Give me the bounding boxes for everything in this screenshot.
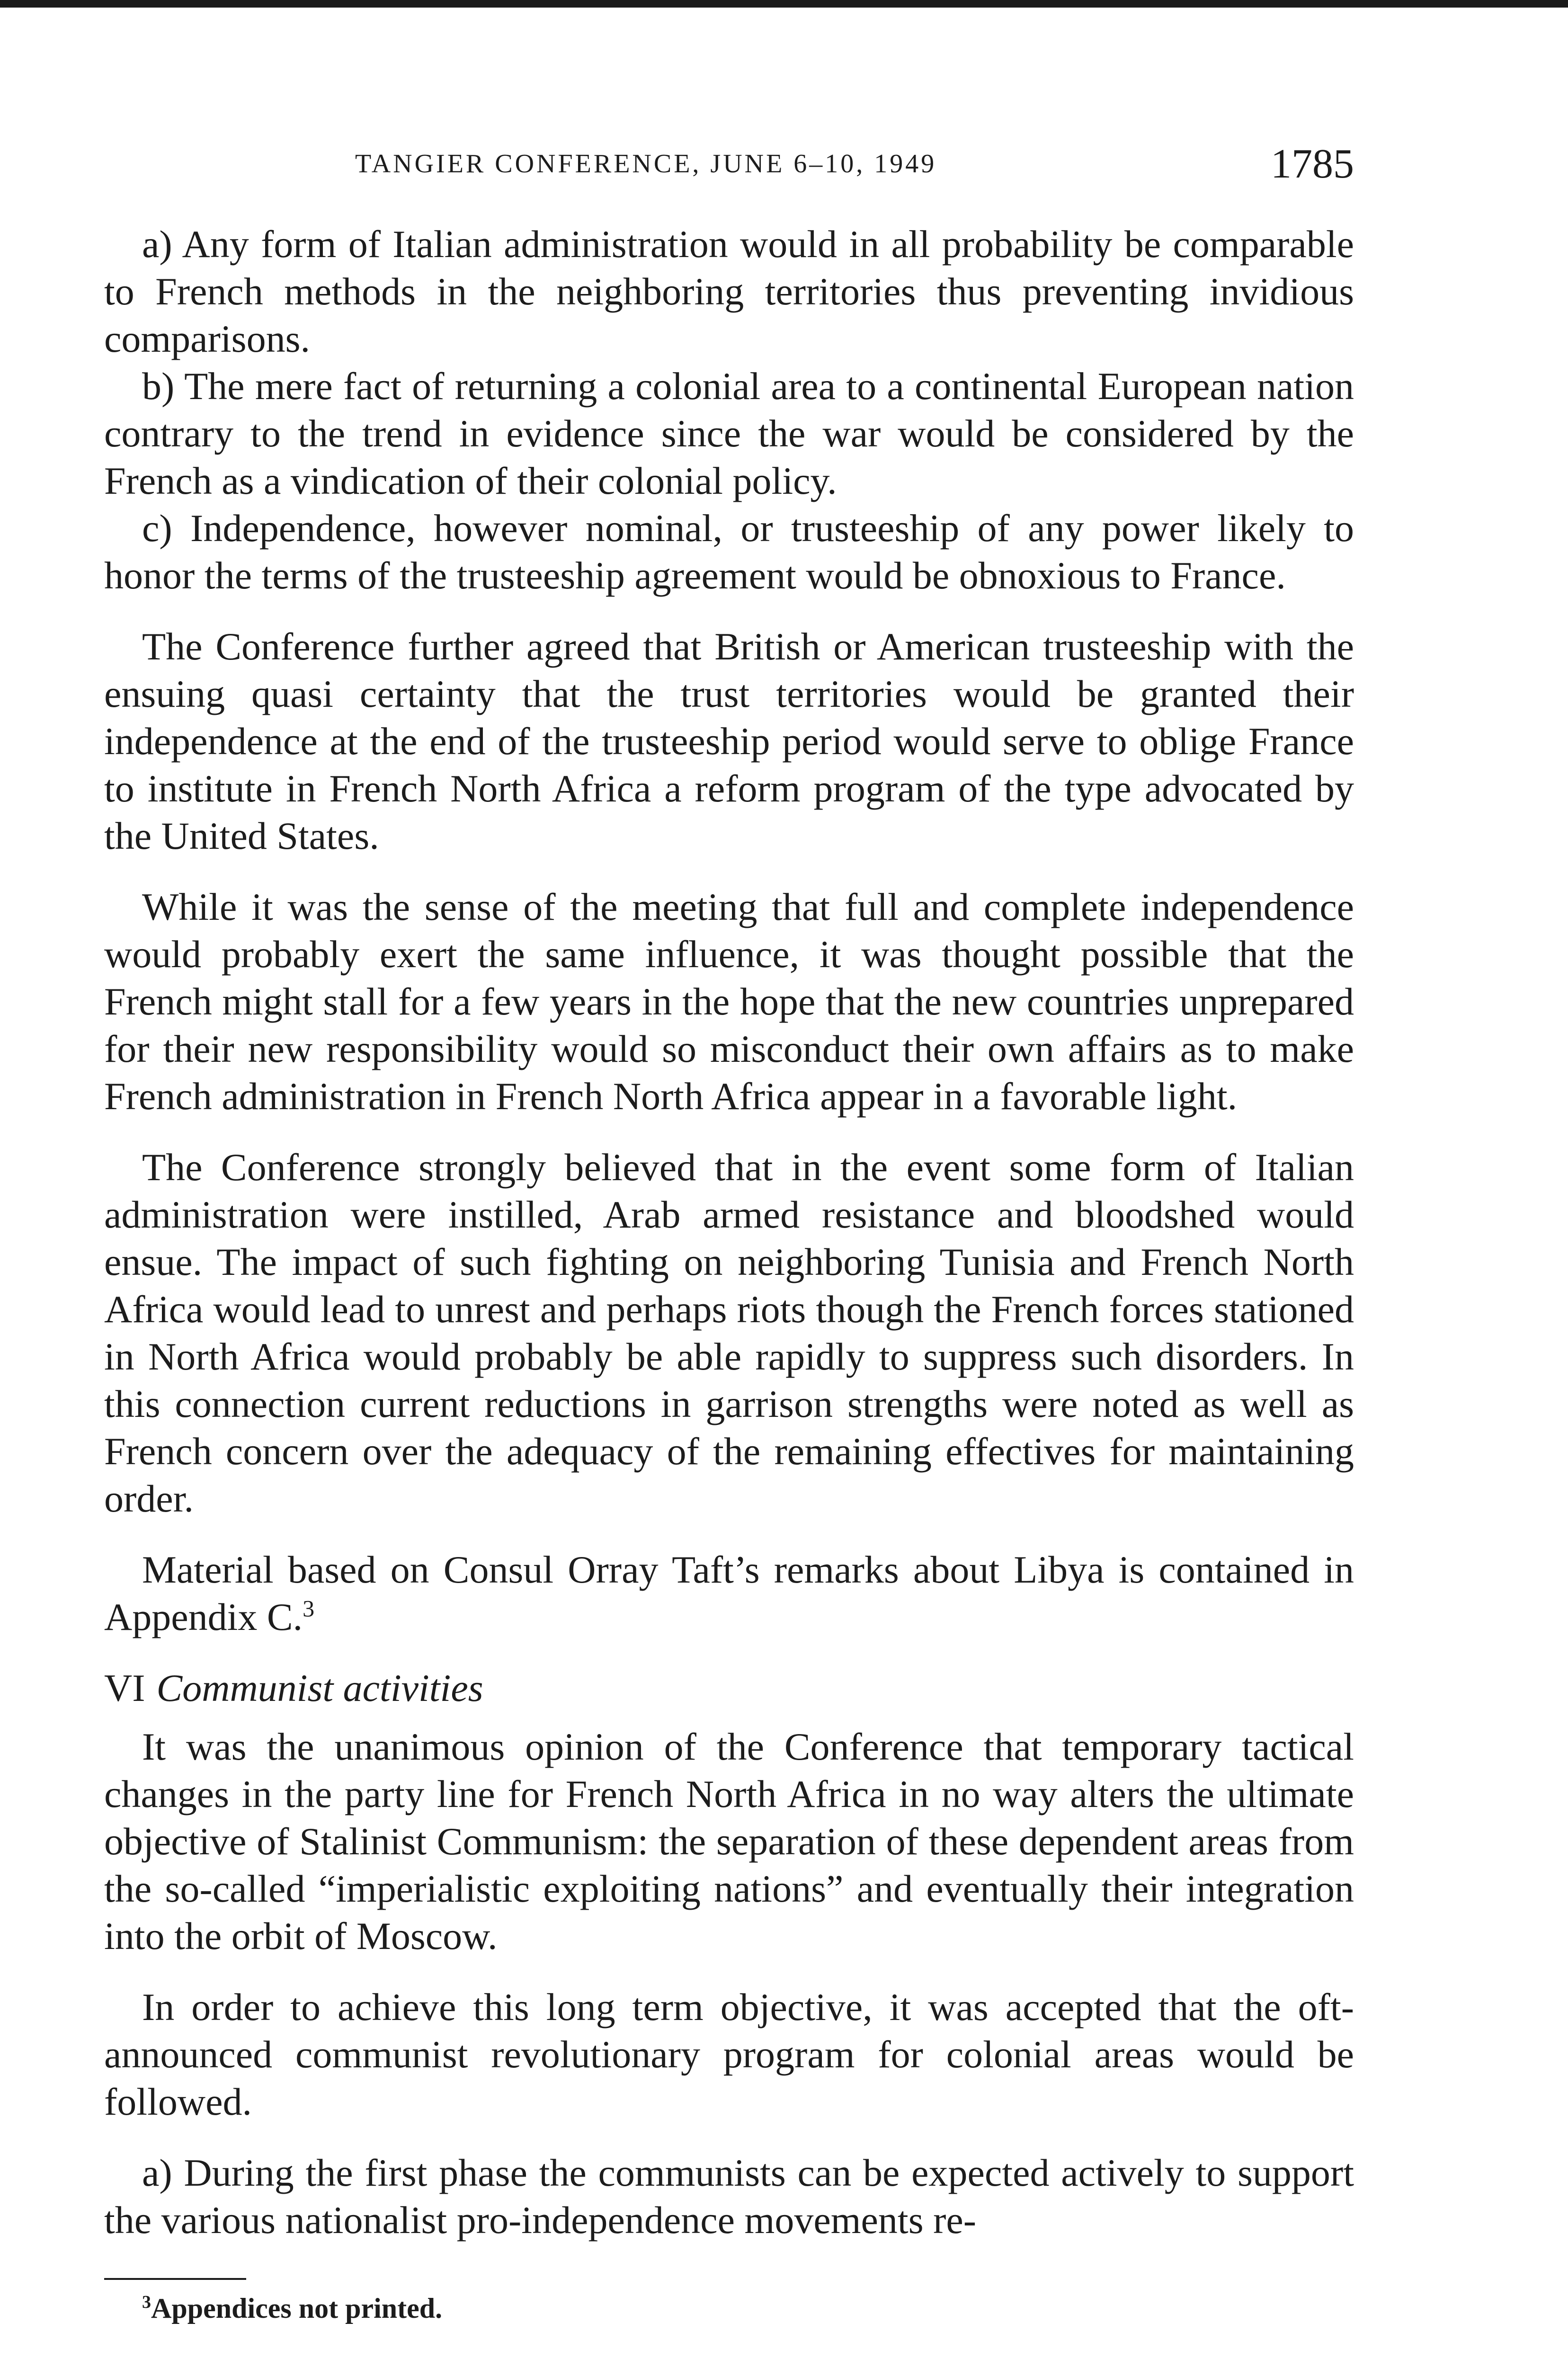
paragraph-libya-text: Material based on Consul Orray Taft’s remarks about Libya is contained in Appendix C. <box>104 1548 1354 1638</box>
paragraph-trusteeship: The Conference further agreed that British or American trusteeship with the ensuing quasi certainty that the trust territories would be granted their independence at the end of the trusteeship period would serve to oblige France to institute in French North Africa a reform program of the type advocated by the United States. <box>104 625 1354 857</box>
list-item-first-phase: a) During the first phase the communists can be expected actively to support the various nationalist pro-independence movements re- <box>104 2151 1354 2242</box>
footnote-text: Appendices not printed. <box>151 2293 443 2324</box>
paragraph-italian-administration: The Conference strongly believed that in the event some form of Italian administration were instilled, Arab armed resistance and bloodshed would ensue. The impact of such fighting on neighboring Tunisia and French North Africa would lead to unrest and perhaps riots though the French forces stationed in North Africa would probably be able rapidly to suppress such disorders. In this connection current reductions in garrison strengths were noted as well as French concern over the adequacy of the remaining effectives for maintaining order. <box>104 1146 1354 1520</box>
page-top-edge <box>0 0 1568 8</box>
footnote <box>142 2292 442 2325</box>
footnote-reference: 3 <box>303 1595 315 1622</box>
footnote-divider <box>104 2278 246 2280</box>
section-number: VI <box>104 1666 145 1709</box>
list-item-b: b) The mere fact of returning a colonial area to a continental European nation contrary to the trend in evidence since the war would be considered by the French as a vindication of their colonial policy. <box>104 365 1354 502</box>
running-title: TANGIER CONFERENCE, JUNE 6–10, 1949 <box>355 149 937 178</box>
section-heading <box>104 1664 1354 1712</box>
list-item-a: a) Any form of Italian administration would in all probability be comparable to French methods in the neighboring territories thus preventing invidious comparisons. <box>104 222 1354 360</box>
running-header <box>104 140 1354 192</box>
paragraph-communist-objective: It was the unanimous opinion of the Conference that temporary tactical changes in the party line for French North Africa in no way alters the ultimate objective of Stalinist Communism: the separation of these dependent areas from the so-called “imperialistic exploiting nations” and eventually their integration into the orbit of Moscow. <box>104 1725 1354 1958</box>
footnote-mark: 3 <box>142 2292 151 2312</box>
section-title: Communist activities <box>156 1666 483 1709</box>
paragraph-long-term: In order to achieve this long term objective, it was accepted that the oft-announced communist revolutionary program for colonial areas would be followed. <box>104 1985 1354 2123</box>
list-item-c: c) Independence, however nominal, or trusteeship of any power likely to honor the terms of the trusteeship agreement would be obnoxious to France. <box>104 507 1354 597</box>
body-text <box>104 221 1354 2268</box>
paragraph-independence: While it was the sense of the meeting that full and complete independence would probably exert the same influence, it was thought possible that the French might stall for a few years in the hope that the new countries unprepared for their new responsibility would so misconduct their own affairs as to make French administration in French North Africa appear in a favorable light. <box>104 885 1354 1118</box>
paragraph-libya <box>104 1546 1354 1641</box>
page-number: 1785 <box>1271 141 1354 187</box>
